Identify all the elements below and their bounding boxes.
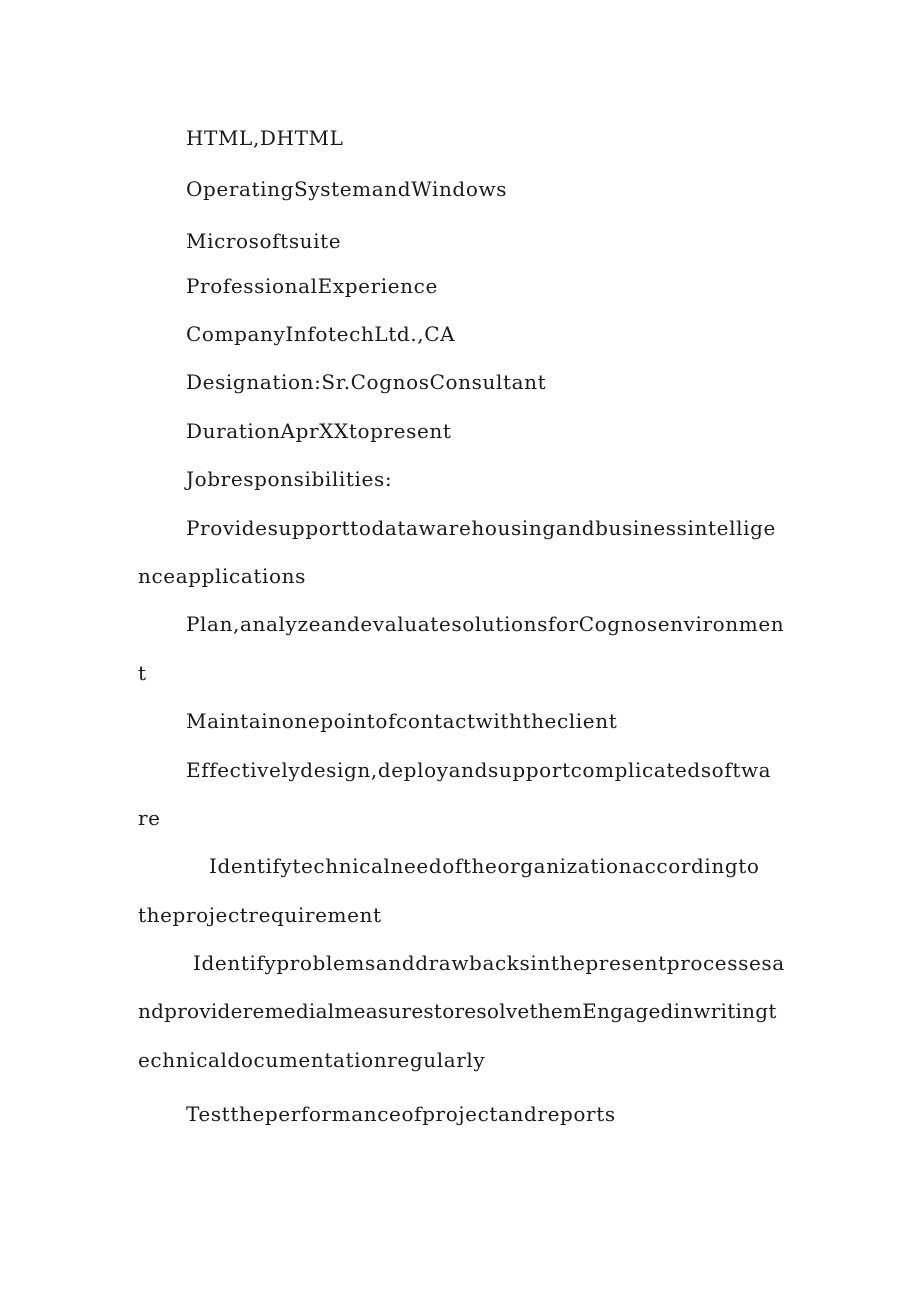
responsibility-line: echnicaldocumentationregularly: [138, 1048, 486, 1072]
responsibility-line: Providesupporttodatawarehousingandbusinessintellige: [186, 516, 776, 540]
responsibilities-heading: Jobresponsibilities:: [186, 467, 393, 491]
responsibility-line: Plan,analyzeandevaluatesolutionsforCognosenvironmen: [186, 612, 785, 636]
designation-line: Designation:Sr.CognosConsultant: [186, 370, 547, 394]
section-heading-experience: ProfessionalExperience: [186, 274, 438, 298]
responsibility-line: Maintainonepointofcontactwiththeclient: [186, 709, 618, 733]
responsibility-line: ndprovideremedialmeasurestoresolvethemEngagedinwritingt: [138, 999, 777, 1023]
responsibility-line: Effectivelydesign,deployandsupportcomplicatedsoftwa: [186, 758, 772, 782]
responsibility-line: re: [138, 806, 161, 830]
duration-line: DurationAprXXtopresent: [186, 419, 452, 443]
skill-line-html: HTML,DHTML: [186, 126, 344, 150]
responsibility-line: Identifytechnicalneedoftheorganizationaccordingto: [209, 854, 760, 878]
company-line: CompanyInfotechLtd.,CA: [186, 322, 456, 346]
skill-line-microsoft: Microsoftsuite: [186, 229, 342, 253]
skill-line-os: OperatingSystemandWindows: [186, 177, 508, 201]
responsibility-line: Identifyproblemsanddrawbacksinthepresentprocessesa: [193, 951, 785, 975]
responsibility-line: theprojectrequirement: [138, 903, 382, 927]
responsibility-line: t: [138, 661, 147, 685]
responsibility-line: Testtheperformanceofprojectandreports: [186, 1102, 616, 1126]
responsibility-line: nceapplications: [138, 564, 306, 588]
